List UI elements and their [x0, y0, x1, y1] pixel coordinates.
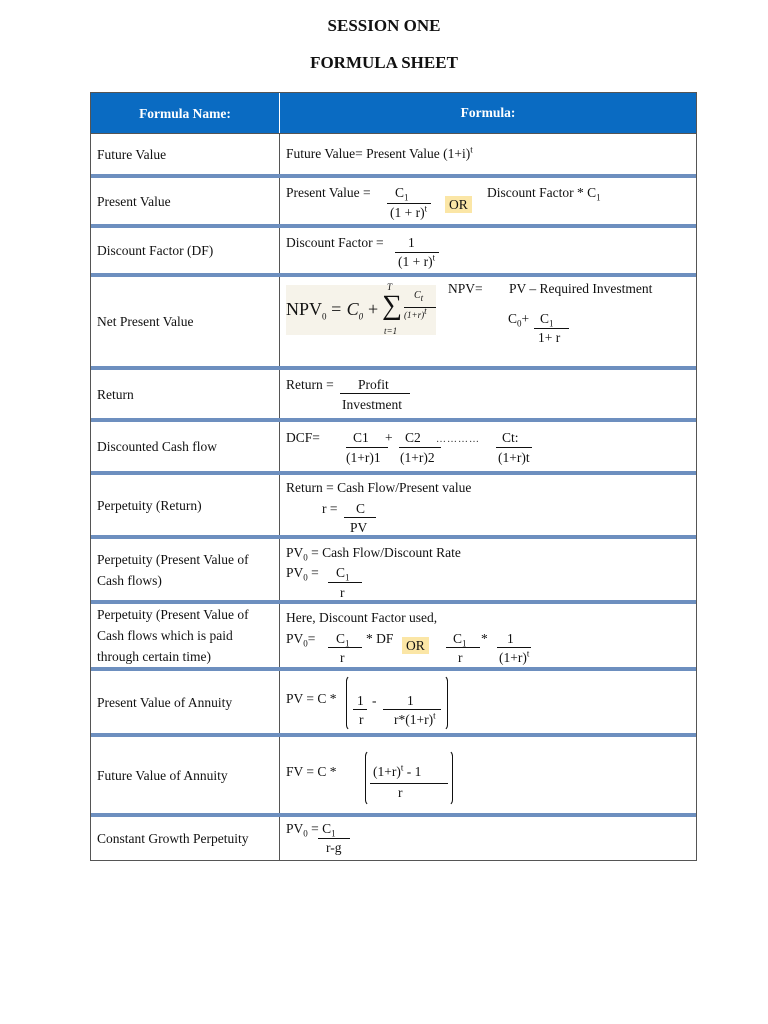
formula-line: Return = Cash Flow/Present value: [286, 480, 472, 495]
formula-name: Return: [91, 370, 280, 418]
formula-alt: Discount Factor * $C_1$: [487, 185, 601, 203]
fraction-numerator-2: 1: [407, 693, 414, 708]
header-formula: Formula:: [460, 105, 516, 120]
fraction-bar: [353, 709, 367, 710]
table-row: [91, 178, 696, 228]
or-highlight: OR: [445, 196, 472, 213]
formula-name: Perpetuity (Present Value of Cash flows which is paid through certain time): [91, 604, 280, 667]
formula-lhs: NPV=: [448, 281, 483, 296]
formula-cell: [280, 277, 696, 366]
fraction-numerator: 1: [357, 693, 364, 708]
fraction-bar: [328, 582, 362, 583]
formula-name: Future Value: [91, 134, 280, 174]
table-row: [91, 671, 696, 737]
table-row: [91, 817, 696, 860]
fraction-bar: [399, 447, 441, 448]
or-highlight: OR: [402, 637, 429, 654]
formula-name: Present Value of Annuity: [91, 671, 280, 733]
sigma-upper: T: [387, 282, 393, 292]
fraction-bar: [340, 393, 410, 394]
formula-name: Discount Factor (DF): [91, 228, 280, 273]
fraction-bar: [344, 517, 376, 518]
formula-lhs: Discount Factor =: [286, 235, 384, 250]
formula-lhs: PV = C *: [286, 691, 337, 706]
fraction-bar: [534, 328, 569, 329]
sigma-lower: t=1: [384, 326, 398, 336]
fraction-numerator: Profit: [358, 377, 389, 392]
fraction-denominator: r: [398, 785, 403, 800]
dcf-dots: …………: [436, 434, 480, 445]
fraction-denominator-2: r: [458, 650, 463, 665]
formula-name: Perpetuity (Present Value of Cash flows): [91, 539, 280, 600]
formula-lhs: $PV_0$ =: [286, 565, 319, 583]
fraction-denominator: r-g: [326, 840, 342, 855]
fraction-denominator: r: [359, 712, 364, 727]
npv-c0-term: $C_0+$: [508, 311, 530, 329]
fraction-numerator: C: [356, 501, 366, 516]
fraction-denominator: r: [340, 650, 345, 665]
table-row: [91, 737, 696, 817]
fraction-denominator: PV: [350, 520, 368, 535]
formula-mul: *: [481, 631, 488, 646]
formula-cell: [280, 178, 696, 224]
fraction-denominator: 1+ r: [538, 330, 561, 345]
formula-cell: [280, 422, 696, 471]
formula-cell: [280, 671, 696, 733]
table-row: [91, 370, 696, 422]
fraction-bar: [446, 647, 480, 648]
table-row: [91, 475, 696, 539]
dcf-num-2: C2: [405, 430, 421, 445]
fraction-numerator-3: 1: [507, 631, 514, 646]
fraction-numerator: $C_1$: [336, 565, 350, 583]
npv-equation-image: [286, 282, 436, 336]
formula-cell: [280, 539, 696, 600]
formula-text: Future Value= Present Value $(1+i)^t$: [286, 144, 473, 161]
table-row: [91, 228, 696, 277]
fraction-bar: [370, 783, 448, 784]
table-row: [91, 539, 696, 604]
formula-name: Discounted Cash flow: [91, 422, 280, 471]
fraction-bar: [328, 647, 362, 648]
npv-frac-num: $C_t$: [414, 290, 424, 303]
formula-lhs: DCF=: [286, 430, 320, 445]
formula-name: Present Value: [91, 178, 280, 224]
dcf-den-2: (1+r)2: [400, 450, 435, 465]
table-row: [91, 604, 696, 671]
fraction-numerator: $C_1$: [395, 185, 409, 203]
fraction-denominator: $(1 + r)^t$: [390, 203, 428, 220]
header-formula-name: Formula Name:: [91, 93, 280, 133]
fraction-bar: [318, 838, 350, 839]
npv-c0: = $C_0$: [330, 299, 364, 322]
formula-cell: [280, 737, 696, 813]
fraction-numerator: $(1+r)^t - 1$: [373, 762, 422, 779]
dcf-plus: +: [385, 430, 393, 445]
table-row: [91, 422, 696, 475]
formula-cell: [280, 370, 696, 418]
sigma-icon: ∑: [382, 290, 402, 321]
formula-lhs: $PV_0 = C_1$: [286, 821, 336, 839]
npv-frac-den: $(1+r)^t$: [404, 306, 427, 320]
formula-df: * DF: [366, 631, 394, 646]
formula-table: [90, 92, 697, 861]
formula-cell: [280, 817, 696, 860]
formula-name: Net Present Value: [91, 277, 280, 366]
fraction-numerator-2: $C_1$: [453, 631, 467, 649]
formula-lhs: r =: [322, 501, 338, 516]
fraction-bar: [346, 447, 388, 448]
formula-cell: [280, 475, 696, 535]
dcf-den-3: (1+r)t: [498, 450, 530, 465]
fraction-denominator-3: $(1+r)^t$: [499, 648, 530, 665]
formula-cell: [280, 134, 696, 174]
dcf-den-1: (1+r)1: [346, 450, 381, 465]
npv-plus: +: [368, 299, 379, 319]
formula-name: Perpetuity (Return): [91, 475, 280, 535]
table-row: [91, 277, 696, 370]
formula-lhs: Return =: [286, 377, 334, 392]
table-row: [91, 134, 696, 178]
page-title: SESSION ONE: [327, 16, 441, 35]
fraction-numerator: 1: [408, 235, 415, 250]
formula-minus: -: [372, 693, 377, 708]
formula-name: Constant Growth Perpetuity: [91, 817, 280, 860]
fraction-numerator: $C_1$: [336, 631, 350, 649]
fraction-denominator-2: $r*(1+r)^t$: [394, 710, 436, 727]
dcf-num-3: Ct:: [502, 430, 519, 445]
formula-line: Here, Discount Factor used,: [286, 610, 438, 625]
formula-line: $PV_0$ = Cash Flow/Discount Rate: [286, 545, 461, 563]
table-header-row: [91, 93, 696, 134]
page-subtitle: FORMULA SHEET: [310, 53, 458, 72]
dcf-num-1: C1: [353, 430, 369, 445]
formula-cell: [280, 228, 696, 273]
fraction-denominator: Investment: [342, 397, 402, 412]
formula-lhs: $PV_0=$: [286, 631, 316, 649]
formula-cell: [280, 604, 696, 667]
fraction-numerator: $C_1$: [540, 311, 554, 329]
npv-symbol: $NPV_0$: [286, 299, 327, 322]
formula-lhs: Present Value =: [286, 185, 371, 200]
fraction-denominator: $(1 + r)^t$: [398, 252, 436, 269]
formula-lhs: FV = C *: [286, 764, 337, 779]
formula-name: Future Value of Annuity: [91, 737, 280, 813]
fraction-denominator: r: [340, 585, 345, 600]
formula-rhs: PV – Required Investment: [509, 281, 653, 296]
fraction-bar: [496, 447, 532, 448]
